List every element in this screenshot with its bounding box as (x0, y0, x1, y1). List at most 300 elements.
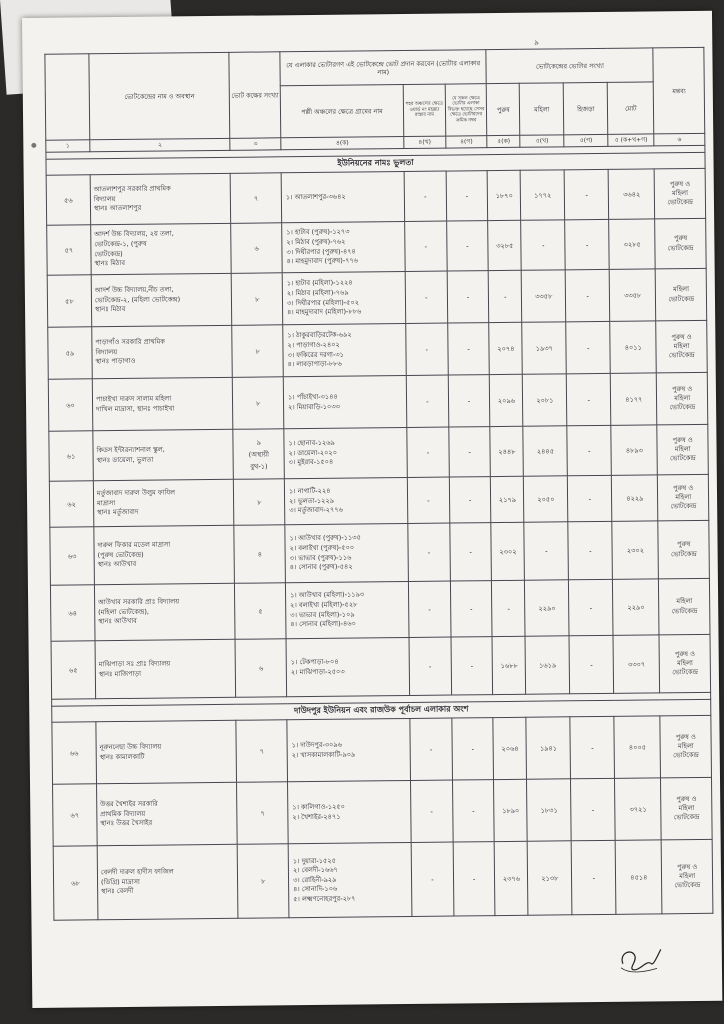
station-type-line: পুরুষ (673, 234, 688, 243)
village-item: ৩। ভাভাব (পুরুষ)-১১৬ (289, 553, 352, 562)
station-name-line: প্রাথমিক বিদ্যালয় (100, 809, 146, 818)
station-type-line: মহিলা (678, 803, 695, 813)
union-title: ইউনিয়নের নামঃ ভুলতা (46, 152, 705, 175)
serial-range-cell: - (453, 842, 495, 916)
village-item: ১। দুয়ারা-১৫২৫ (292, 856, 336, 865)
station-name-line: কিডস ইন্টারন্যাশনাল স্কুল, (96, 445, 165, 454)
station-type-line: মহিলা (677, 741, 694, 751)
col-ward-header: শহর অঞ্চলের ক্ষেত্রে ওয়ার্ড নং মহল্লা/রাস্তার নাম (403, 84, 445, 136)
serial-number: ৬৭ (53, 784, 98, 846)
female-voters: ৩৩৫৮ (522, 270, 566, 322)
village-item: ৪। সোনাদি-১০৬ (293, 885, 338, 894)
station-type-line: মহিলা (676, 597, 693, 606)
serial-range-cell: - (447, 271, 489, 323)
hijra-voters: - (569, 635, 614, 693)
station-type-line: ভোটকেন্দ্র (674, 881, 701, 890)
total-voters: ৩৬৪২ (608, 169, 655, 219)
station-type (656, 320, 707, 373)
village-item: ২। বলাইখা (মহিলা)-৫২৮ (290, 600, 358, 610)
station-type-line: পুরুষ ও (672, 384, 693, 393)
station-name-line: নূরুননেছা উচ্চ বিদ্যালয় (99, 742, 162, 751)
village-item: ১। পাঁচাইখা-৩১৪৪ (287, 392, 338, 402)
room-count (236, 639, 287, 698)
village-item: ২। মাঝিপাড়া-২৫০৩ (290, 667, 345, 676)
village-item: ২। বেলদী-১৬৬৭ (292, 865, 338, 875)
village-item: ১। হাটাব (পুরুষ)-১২৭৩ (286, 227, 350, 237)
station-name-line: স্থানঃ পাড়াগাও (95, 357, 136, 366)
hijra-voters: - (571, 840, 616, 914)
room-count-line: ৭ (253, 194, 259, 203)
serial-range-cell: - (452, 780, 494, 842)
station-type-line: ভোটকেন্দ্র (673, 813, 700, 822)
room-count-line: ৮ (255, 347, 260, 356)
station-type-line: মহিলা (679, 871, 696, 881)
hijra-voters: - (567, 425, 611, 475)
station-type-line: পুরুষ ও (671, 332, 692, 341)
col-village-header: পল্লী অঞ্চলের ক্ষেত্রে গ্রামের নাম (280, 85, 404, 138)
village-item: ২। পাড়াগাও-২৪০২ (287, 340, 340, 350)
station-type-line: ভোটকেন্দ্র (667, 198, 694, 207)
village-list (288, 780, 412, 843)
station-type (655, 168, 706, 219)
male-voters: ২৩৭৬ (495, 841, 529, 915)
village-item: ১। ঠাকুরবাড়িরটেক-৬৯২ (287, 330, 352, 340)
serial-range-cell: - (446, 171, 488, 221)
village-item: ৪। মাহমুদাবাদ (মহিলা)-৮৮৬ (287, 307, 362, 317)
village-list (287, 718, 411, 781)
union-title: দাউদপুর ইউনিয়ন এবং রাজউক পূর্বাচল এলাকার অংশ (52, 699, 711, 722)
village-item: ২। মিয়াবাড়ি-১০৩৩ (288, 402, 340, 411)
total-voters: ৪২২৯ (612, 475, 659, 521)
male-voters: ৩২৮৫ (488, 220, 521, 270)
female-voters: ২৪৪৫ (523, 426, 567, 476)
station-name-line: আতলাশপুর সরকারি প্রাথমিক (93, 184, 171, 193)
station-type-line: পুরুষ (677, 540, 691, 549)
village-item: ২। ভুলতা-১২২৯ (289, 496, 335, 505)
hijra-voters: - (565, 219, 609, 269)
ward-cell: - (404, 171, 446, 221)
total-voters: ২২৯০ (613, 579, 660, 635)
village-item: ৩। রোহিনী-৯২৯ (292, 875, 337, 884)
station-name-line: স্থানঃ বেলদী (101, 887, 134, 896)
room-count-line: ৮ (256, 399, 261, 408)
hijra-voters: - (570, 716, 615, 778)
table-row (49, 474, 708, 527)
station-type-line: পুরুষ ও (677, 862, 698, 871)
female-voters: - (524, 522, 569, 580)
station-type-line: ভোটকেন্দ্র (668, 351, 695, 360)
serial-range-cell: - (446, 221, 488, 271)
village-item: ১। কালিগাও-১২৫০ (292, 802, 345, 812)
ward-cell: - (406, 375, 448, 427)
village-list (285, 523, 409, 582)
serial-range-cell: - (448, 375, 490, 427)
village-item: ৪। মাহমুদাবাদ (পুরুষ)-৭৭৬ (286, 256, 359, 266)
village-item: ২। ডায়েলা-২০২০ (288, 448, 338, 457)
village-item: ৩। দিঘীরপার (পুরুষ)-৪৭৪ (286, 247, 356, 256)
col-hijra-header: হিজড়া (564, 82, 608, 134)
col-area-group-header: যে এলাকার ভোটারগণ এই ভোটকেন্দ্রে ভোট প্রদান করবেন (ভোটার এলাকার নাম) (280, 50, 487, 86)
station-name-line: স্থানঃ আউখাব (97, 560, 137, 569)
table-row (47, 268, 707, 327)
female-voters: ২০৮১ (523, 374, 567, 426)
room-count (237, 782, 288, 845)
male-voters: ২০৬৪ (493, 717, 527, 779)
station-type-line: ভোটকেন্দ্র (673, 751, 699, 760)
ward-cell: - (409, 637, 451, 695)
village-list (284, 477, 407, 524)
village-item: ১। হাটাব (মহিলা)-১২২৪ (286, 278, 353, 288)
station-name-line: ভোটকেন্দ্র-১, (পুরুষ (94, 239, 147, 248)
room-count (234, 479, 285, 526)
hijra-voters: - (571, 778, 616, 840)
male-voters: ২১৭৯ (491, 476, 524, 522)
column-index-cell: ৬ (654, 133, 705, 146)
room-count-line: ৪ (257, 550, 263, 559)
serial-number: ৬৬ (52, 722, 97, 784)
hijra-voters: - (568, 475, 612, 521)
station-name (94, 583, 235, 640)
female-voters: ১৯৩৭ (522, 322, 566, 374)
station-name (95, 639, 236, 698)
male-voters: ১৮৭০ (488, 170, 521, 220)
station-type (659, 634, 710, 693)
station-type (661, 777, 712, 840)
station-name-line: মাদ্রাসা (96, 498, 116, 507)
village-list (284, 427, 408, 478)
punch-hole (31, 143, 36, 148)
village-list (282, 222, 406, 273)
station-name-line: (ডিগ্রি) মাদ্রাসা (100, 877, 140, 886)
station-type (660, 715, 711, 778)
hijra-voters: - (565, 269, 609, 321)
serial-range-cell: - (449, 477, 491, 523)
column-index-cell: ৩ (230, 138, 281, 151)
village-item: ৩। ভাভাব (মহিলা)-১০৯ (290, 610, 355, 619)
total-voters: ৩৭২১ (615, 778, 662, 840)
station-name-line: মর্তুজাবাদ দারুল উলুম ফাযিল (96, 488, 176, 497)
col-rooms-header: ভোট কক্ষের সংখ্যা (229, 52, 280, 139)
total-voters: ৪৮৯৩ (611, 425, 658, 475)
col-total-header: মোট (607, 82, 654, 134)
station-type-line: ভোটকেন্দ্র (669, 403, 696, 412)
serial-number: ৬৮ (53, 846, 98, 920)
village-item: ১। আতলাশপুর-৩৬৪২ (285, 192, 346, 201)
station-name-line: মাঝিপাড়া সঃ প্রাঃ বিদ্যালয় (98, 659, 171, 668)
table-row (53, 839, 713, 920)
ward-cell: - (408, 581, 450, 637)
station-name (93, 429, 234, 480)
column-index-cell: ৫(গ) (564, 134, 608, 146)
column-index-cell: ৫ (ক+খ+গ) (608, 134, 654, 146)
station-name-line: স্থানঃ কামালকাটি (99, 752, 145, 761)
station-name-line: পাড়াগাঁও সরকারি প্রাথমিক (95, 337, 165, 346)
room-count-line: ৭ (259, 747, 265, 756)
station-type-line: পুরুষ ও (675, 732, 696, 741)
village-item: ২। খাসকামালকাটি-৯০৯ (291, 750, 356, 759)
village-item: ৪। সোনাব (মহিলা)-৪৬০ (290, 619, 356, 629)
ward-cell: - (410, 718, 452, 780)
station-type-line: মহিলা (674, 393, 691, 403)
serial-number: ৬৪ (50, 585, 95, 641)
col-voters-group-header: ভোটকেন্দ্রের ভোটার সংখ্যা (486, 48, 653, 84)
room-count (232, 325, 283, 378)
station-type (662, 839, 713, 914)
hijra-voters: - (568, 521, 613, 579)
village-item: ৪। সোনাব (পুরুষ)-৫৪২ (289, 562, 353, 572)
female-voters: ২১৩৮ (528, 841, 573, 915)
station-name (92, 325, 233, 378)
station-type (657, 372, 708, 425)
station-type-line: মহিলা (673, 285, 690, 294)
male-voters: ২৪৪৮ (490, 426, 523, 476)
village-list (282, 272, 406, 325)
room-count (238, 844, 289, 919)
station-type-line: ভোটকেন্দ্র (671, 606, 698, 615)
village-item: ৫। লক্ষ্মণনোহরপুর-২৮৭ (293, 894, 356, 904)
village-item: ৩। ফকিরের দরগা-৩১ (287, 350, 344, 359)
room-count (231, 173, 282, 224)
station-type-line: ভোটকেন্দ্র (668, 294, 695, 303)
village-list (281, 172, 405, 223)
village-item: ১। নাগাটি-২২৪ (288, 486, 331, 496)
ward-cell: - (411, 780, 453, 842)
total-voters: ৩৩৫৮ (609, 269, 656, 321)
village-item: ২। মিঠাব (মহিলা)-৭৬৯ (286, 288, 349, 298)
station-name-line: বেলদী দারুল হাদীস ফাজিল (100, 867, 174, 876)
male-voters: ১৮৯০ (494, 779, 528, 841)
ward-cell: - (405, 271, 447, 323)
table-row (51, 634, 711, 699)
female-voters: - (521, 220, 565, 270)
total-voters: ৪০০৫ (614, 716, 661, 778)
station-type-line: পুরুষ ও (674, 649, 695, 658)
village-item: ১। টেকপাড়া-৮০৪ (290, 657, 339, 667)
station-name-line: বিদ্যালয় (93, 194, 116, 203)
column-index-cell: ৫(খ) (520, 135, 564, 147)
station-name-line: স্থানঃ মর্তুজাবাদ (97, 508, 139, 517)
village-item: ১। আউখাব (পুরুষ)-১১৩৫ (289, 533, 361, 543)
serial-number: ৬৩ (50, 527, 95, 585)
station-type (658, 474, 709, 521)
station-type-line: পুরুষ ও (676, 794, 697, 803)
village-item: ৩। মর্তুজাবাদ-২৭৭৬ (289, 505, 343, 515)
station-name-line: স্থানঃ মাজিপাড়া (98, 669, 142, 678)
station-name-line: উত্তর খৈশাইর সরকারি (100, 799, 158, 808)
col-serial-header (45, 54, 90, 140)
col-female-header: মহিলা (520, 83, 564, 135)
station-name (96, 720, 237, 783)
female-voters: ১৮৩১ (527, 779, 572, 841)
station-name (91, 273, 232, 326)
table-row (49, 424, 708, 481)
total-voters: ৪১৭৭ (610, 373, 657, 425)
station-type-line: ভোটকেন্দ্র (670, 549, 697, 558)
table-row (47, 218, 706, 275)
male-voters: ২০৯৬ (490, 374, 523, 426)
serial-range-cell: - (447, 323, 489, 375)
room-count (234, 525, 285, 584)
table-row (50, 520, 710, 585)
female-voters: ২০৫০ (524, 476, 568, 522)
station-name-line: স্থানঃ আতলাশপুর (93, 204, 142, 213)
hijra-voters: - (569, 579, 614, 635)
station-name-line: আদর্শ উচ্চ বিদ্যালয়,নীচ তলা, (94, 285, 174, 294)
station-type-line: মহিলা (677, 658, 693, 668)
document-page (22, 11, 722, 1008)
station-name (92, 377, 233, 430)
hijra-voters: - (567, 373, 611, 425)
table-row (53, 777, 713, 846)
room-count-line: ৮ (257, 498, 262, 507)
village-list (285, 581, 409, 638)
station-type (655, 218, 706, 269)
table-row (46, 168, 705, 225)
village-item: ২। খৈশাইর-২৪৭১ (292, 812, 341, 821)
page-mark: ৯ (534, 38, 539, 47)
station-type-line: মহিলা (673, 341, 690, 351)
station-type-line: মহিলা (672, 188, 689, 198)
village-list (283, 323, 407, 376)
serial-number: ৫৯ (48, 327, 92, 379)
col-station-header: ভোটকেন্দ্রের নাম ও অবস্থান (89, 52, 230, 139)
village-list (283, 375, 407, 428)
station-name-line: ভোটকেন্দ্র-২, (মহিলা ভোটকেন্দ্র) (94, 294, 181, 304)
col-serialrange-header: যে সকল ক্ষেত্রে ভোটার এলাকা বিভক্ত হয়েছে সেসব ক্ষেত্রে ভোটারদের ক্রমিক নম্বর (445, 84, 487, 136)
station-type-line: ভোটকেন্দ্র (670, 502, 697, 511)
serial-range-cell: - (450, 581, 492, 637)
station-name-line: (পুরুষ ভোটকেন্দ্র) (97, 550, 144, 559)
hijra-voters: - (566, 321, 610, 373)
polling-stations-table (44, 47, 713, 921)
station-name-line: পাচাইখা দারুস সালাম মহিলা (95, 394, 172, 403)
station-type-line: ভোটকেন্দ্র (667, 243, 694, 252)
female-voters: ১৭৭২ (520, 170, 564, 220)
serial-number: ৫৭ (47, 225, 91, 275)
station-type-line: পুরুষ ও (673, 483, 694, 492)
table-body (46, 133, 713, 920)
serial-number: ৫৮ (47, 275, 91, 327)
room-count-line: ৬ (258, 664, 264, 673)
room-count-line: ৮ (255, 295, 260, 304)
female-voters: ২২৯০ (525, 580, 570, 636)
station-type-line: মহিলা (674, 444, 691, 454)
station-name-line: দাখিল মাদ্রাসা, স্থানঃ পাচাইখা (95, 403, 175, 413)
room-count-line: (অস্থায়ী (248, 449, 270, 459)
station-name (97, 844, 238, 919)
village-item: ২। মিঠাব (পুরুষ)-৭৬২ (286, 237, 346, 247)
room-count-line: ৭ (260, 809, 265, 818)
male-voters: - (492, 580, 526, 636)
room-count-line: ৫ (258, 607, 263, 616)
male-voters: ২০৭৪ (489, 322, 522, 374)
village-item: ১। আউখাব (মহিলা)-১১৯৩ (290, 590, 365, 600)
column-index-cell: ৫(ক) (487, 135, 520, 147)
station-name (91, 223, 232, 274)
room-count-line: ৮ (261, 876, 266, 886)
station-name-line: স্থানঃ ডায়েলা, ভুলতা (96, 455, 154, 464)
table-row (52, 715, 712, 784)
serial-range-cell: - (452, 718, 494, 780)
male-voters: ১৬৮৮ (492, 636, 526, 694)
serial-number: ৬৫ (51, 641, 96, 699)
station-name-line: (মহিলা ভোটকেন্দ্র), (98, 607, 150, 616)
column-index-cell: ৪(ক) (281, 137, 404, 150)
station-type-line: পুরুষ ও (672, 435, 693, 444)
station-name-line: স্থানঃ উত্তর খৈসাইর (100, 819, 153, 828)
column-index-cell: ২ (90, 138, 231, 151)
column-index-cell: ১ (46, 140, 90, 152)
serial-number: ৫৬ (46, 175, 90, 225)
station-type (656, 268, 707, 321)
station-type-line: ভোটকেন্দ্র (672, 668, 698, 677)
total-voters: ৪০১১ (610, 321, 657, 373)
column-index-cell: ৪(গ) (445, 136, 487, 148)
station-name-line: ভোটকেন্দ্র) (94, 249, 123, 258)
station-type-line: পুরুষ ও (669, 179, 691, 188)
column-index-cell: ৪(খ) (404, 136, 446, 148)
room-count (236, 720, 287, 783)
table-row (50, 578, 710, 641)
hijra-voters: - (564, 169, 608, 219)
ward-cell: - (405, 221, 447, 271)
station-name (93, 479, 234, 526)
room-count (235, 583, 286, 640)
room-count (231, 223, 282, 274)
village-item: ১। দাউদপুর-৩০৯৬ (291, 740, 343, 750)
female-voters: ১৬১৯ (525, 636, 570, 694)
station-name-line: বিদ্যালয় (95, 347, 118, 356)
total-voters: ২৩০২ (612, 521, 659, 579)
station-type (657, 424, 708, 475)
station-type-line: ভোটকেন্দ্র (669, 454, 696, 463)
ward-cell: - (407, 427, 449, 477)
station-name-line: স্থানঃ আউখাব (98, 617, 137, 626)
signature (617, 941, 665, 976)
station-type (658, 520, 709, 579)
ward-cell: - (406, 323, 448, 375)
room-count-line: ৯ (256, 438, 261, 447)
ward-cell: - (411, 842, 453, 916)
total-voters: ৪৫১৪ (615, 840, 662, 914)
ward-cell: - (407, 477, 449, 523)
station-name-line: স্থানঃ মিঠাব (94, 305, 126, 314)
ward-cell: - (408, 523, 450, 581)
serial-number: ৬০ (48, 379, 92, 431)
station-type-line: মহিলা (675, 492, 692, 502)
room-count (233, 377, 284, 430)
room-count (232, 273, 283, 326)
col-remarks-header: মন্তব্য (653, 47, 705, 134)
room-count-line: বুথ-১) (250, 461, 268, 471)
room-count (233, 429, 284, 480)
serial-range-cell: - (450, 523, 492, 581)
village-list (286, 637, 410, 696)
village-item: ১। ছোনাব-১২৬৯ (288, 438, 335, 448)
station-name (90, 173, 231, 224)
table-row (48, 320, 708, 379)
station-name-line: স্থানঃ মিঠাব (94, 259, 126, 268)
serial-number: ৬২ (49, 481, 93, 527)
station-name-line: আদর্শ উচ্চ বিদ্যালয়, ২য় তলা, (94, 229, 174, 238)
male-voters: - (489, 270, 522, 322)
room-count-line: ৬ (254, 244, 259, 253)
female-voters: ১৯৪১ (526, 717, 571, 779)
table-row (48, 372, 708, 431)
station-name (94, 525, 235, 584)
village-item: ৩। মুইরাব-১৫০৪ (288, 458, 334, 467)
serial-range-cell: - (449, 427, 491, 477)
